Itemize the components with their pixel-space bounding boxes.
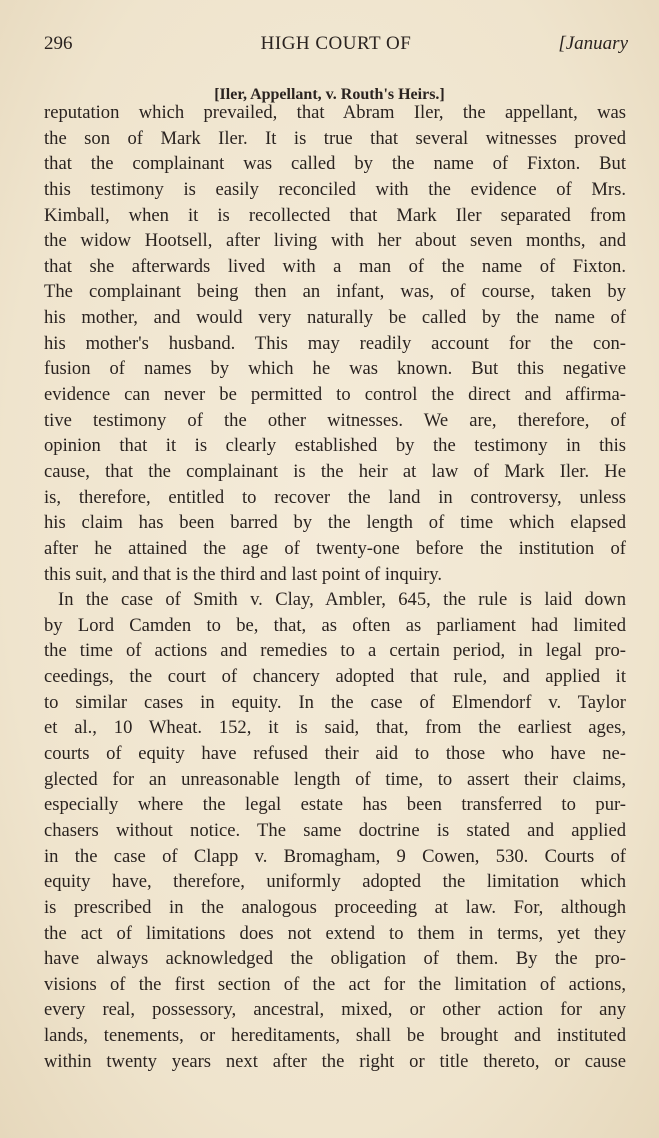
text-line: his mother's husband. This may readily account for the con- (44, 332, 626, 354)
text-line: every real, possessory, ancestral, mixed, or other action for any (44, 999, 626, 1021)
text-line: is prescribed in the analogous proceeding at law. For, although (44, 896, 626, 918)
text-line: chasers without notice. The same doctrine is stated and applied (44, 819, 626, 841)
text-line: especially where the legal estate has been transferred to pur- (44, 794, 626, 816)
text-line: The complainant being then an infant, was, of course, taken by (44, 281, 626, 303)
text-line: courts of equity have refused their aid to those who have ne- (44, 743, 626, 765)
case-caption: [Iler, Appellant, v. Routh's Heirs.] (214, 86, 445, 103)
text-line: within twenty years next after the right or title thereto, or cause (44, 1050, 626, 1072)
text-line: his mother, and would very naturally be called by the name of (44, 307, 626, 329)
text-line: is, therefore, entitled to recover the land in controversy, unless (44, 486, 626, 508)
body-text (44, 100, 626, 1074)
text-line: Kimball, when it is recollected that Mark Iler separated from (44, 204, 626, 226)
running-month: [January (558, 33, 628, 54)
text-line: that she afterwards lived with a man of the name of Fixton. (44, 255, 626, 277)
text-line: equity have, therefore, uniformly adopted the limitation which (44, 871, 626, 893)
page-number: 296 (44, 33, 73, 54)
text-line: this suit, and that is the third and last point of inquiry. (44, 563, 443, 585)
text-line: visions of the first section of the act for the limitation of actions, (44, 973, 626, 995)
text-line: to similar cases in equity. In the case of Elmendorf v. Taylor (44, 691, 626, 713)
running-header (44, 33, 628, 59)
text-line: evidence can never be permitted to control the direct and affirma- (44, 384, 626, 406)
text-line: that the complainant was called by the name of Fixton. But (44, 153, 626, 175)
text-line: et al., 10 Wheat. 152, it is said, that, from the earliest ages, (44, 717, 626, 739)
text-line: ceedings, the court of chancery adopted that rule, and applied it (44, 666, 626, 688)
text-line: the time of actions and remedies to a certain period, in legal pro- (44, 640, 626, 662)
text-line: tive testimony of the other witnesses. We are, therefore, of (44, 409, 626, 431)
text-line: the widow Hootsell, after living with her about seven months, and (44, 230, 626, 252)
text-line: have always acknowledged the obligation of them. By the pro- (44, 948, 626, 970)
text-line: the act of limitations does not extend to them in terms, yet they (44, 922, 626, 944)
text-line: in the case of Clapp v. Bromagham, 9 Cowen, 530. Courts of (44, 845, 626, 867)
text-line: opinion that it is clearly established by the testimony in this (44, 435, 626, 457)
text-line: cause, that the complainant is the heir at law of Mark Iler. He (44, 460, 626, 482)
running-title: HIGH COURT OF (260, 33, 412, 54)
text-line: In the case of Smith v. Clay, Ambler, 645, the rule is laid down (58, 589, 626, 611)
text-line: after he attained the age of twenty-one before the institution of (44, 537, 626, 559)
text-line: by Lord Camden to be, that, as often as parliament had limited (44, 614, 626, 636)
text-line: reputation which prevailed, that Abram Iler, the appellant, was (44, 102, 626, 123)
text-line: his claim has been barred by the length of time which elapsed (44, 512, 626, 534)
text-line: the son of Mark Iler. It is true that several witnesses proved (44, 127, 626, 149)
text-line: lands, tenements, or hereditaments, shall be brought and instituted (44, 1025, 626, 1047)
text-line: glected for an unreasonable length of time, to assert their claims, (44, 768, 626, 790)
text-line: fusion of names by which he was known. But this negative (44, 358, 626, 380)
text-line: this testimony is easily reconciled with the evidence of Mrs. (44, 178, 626, 200)
